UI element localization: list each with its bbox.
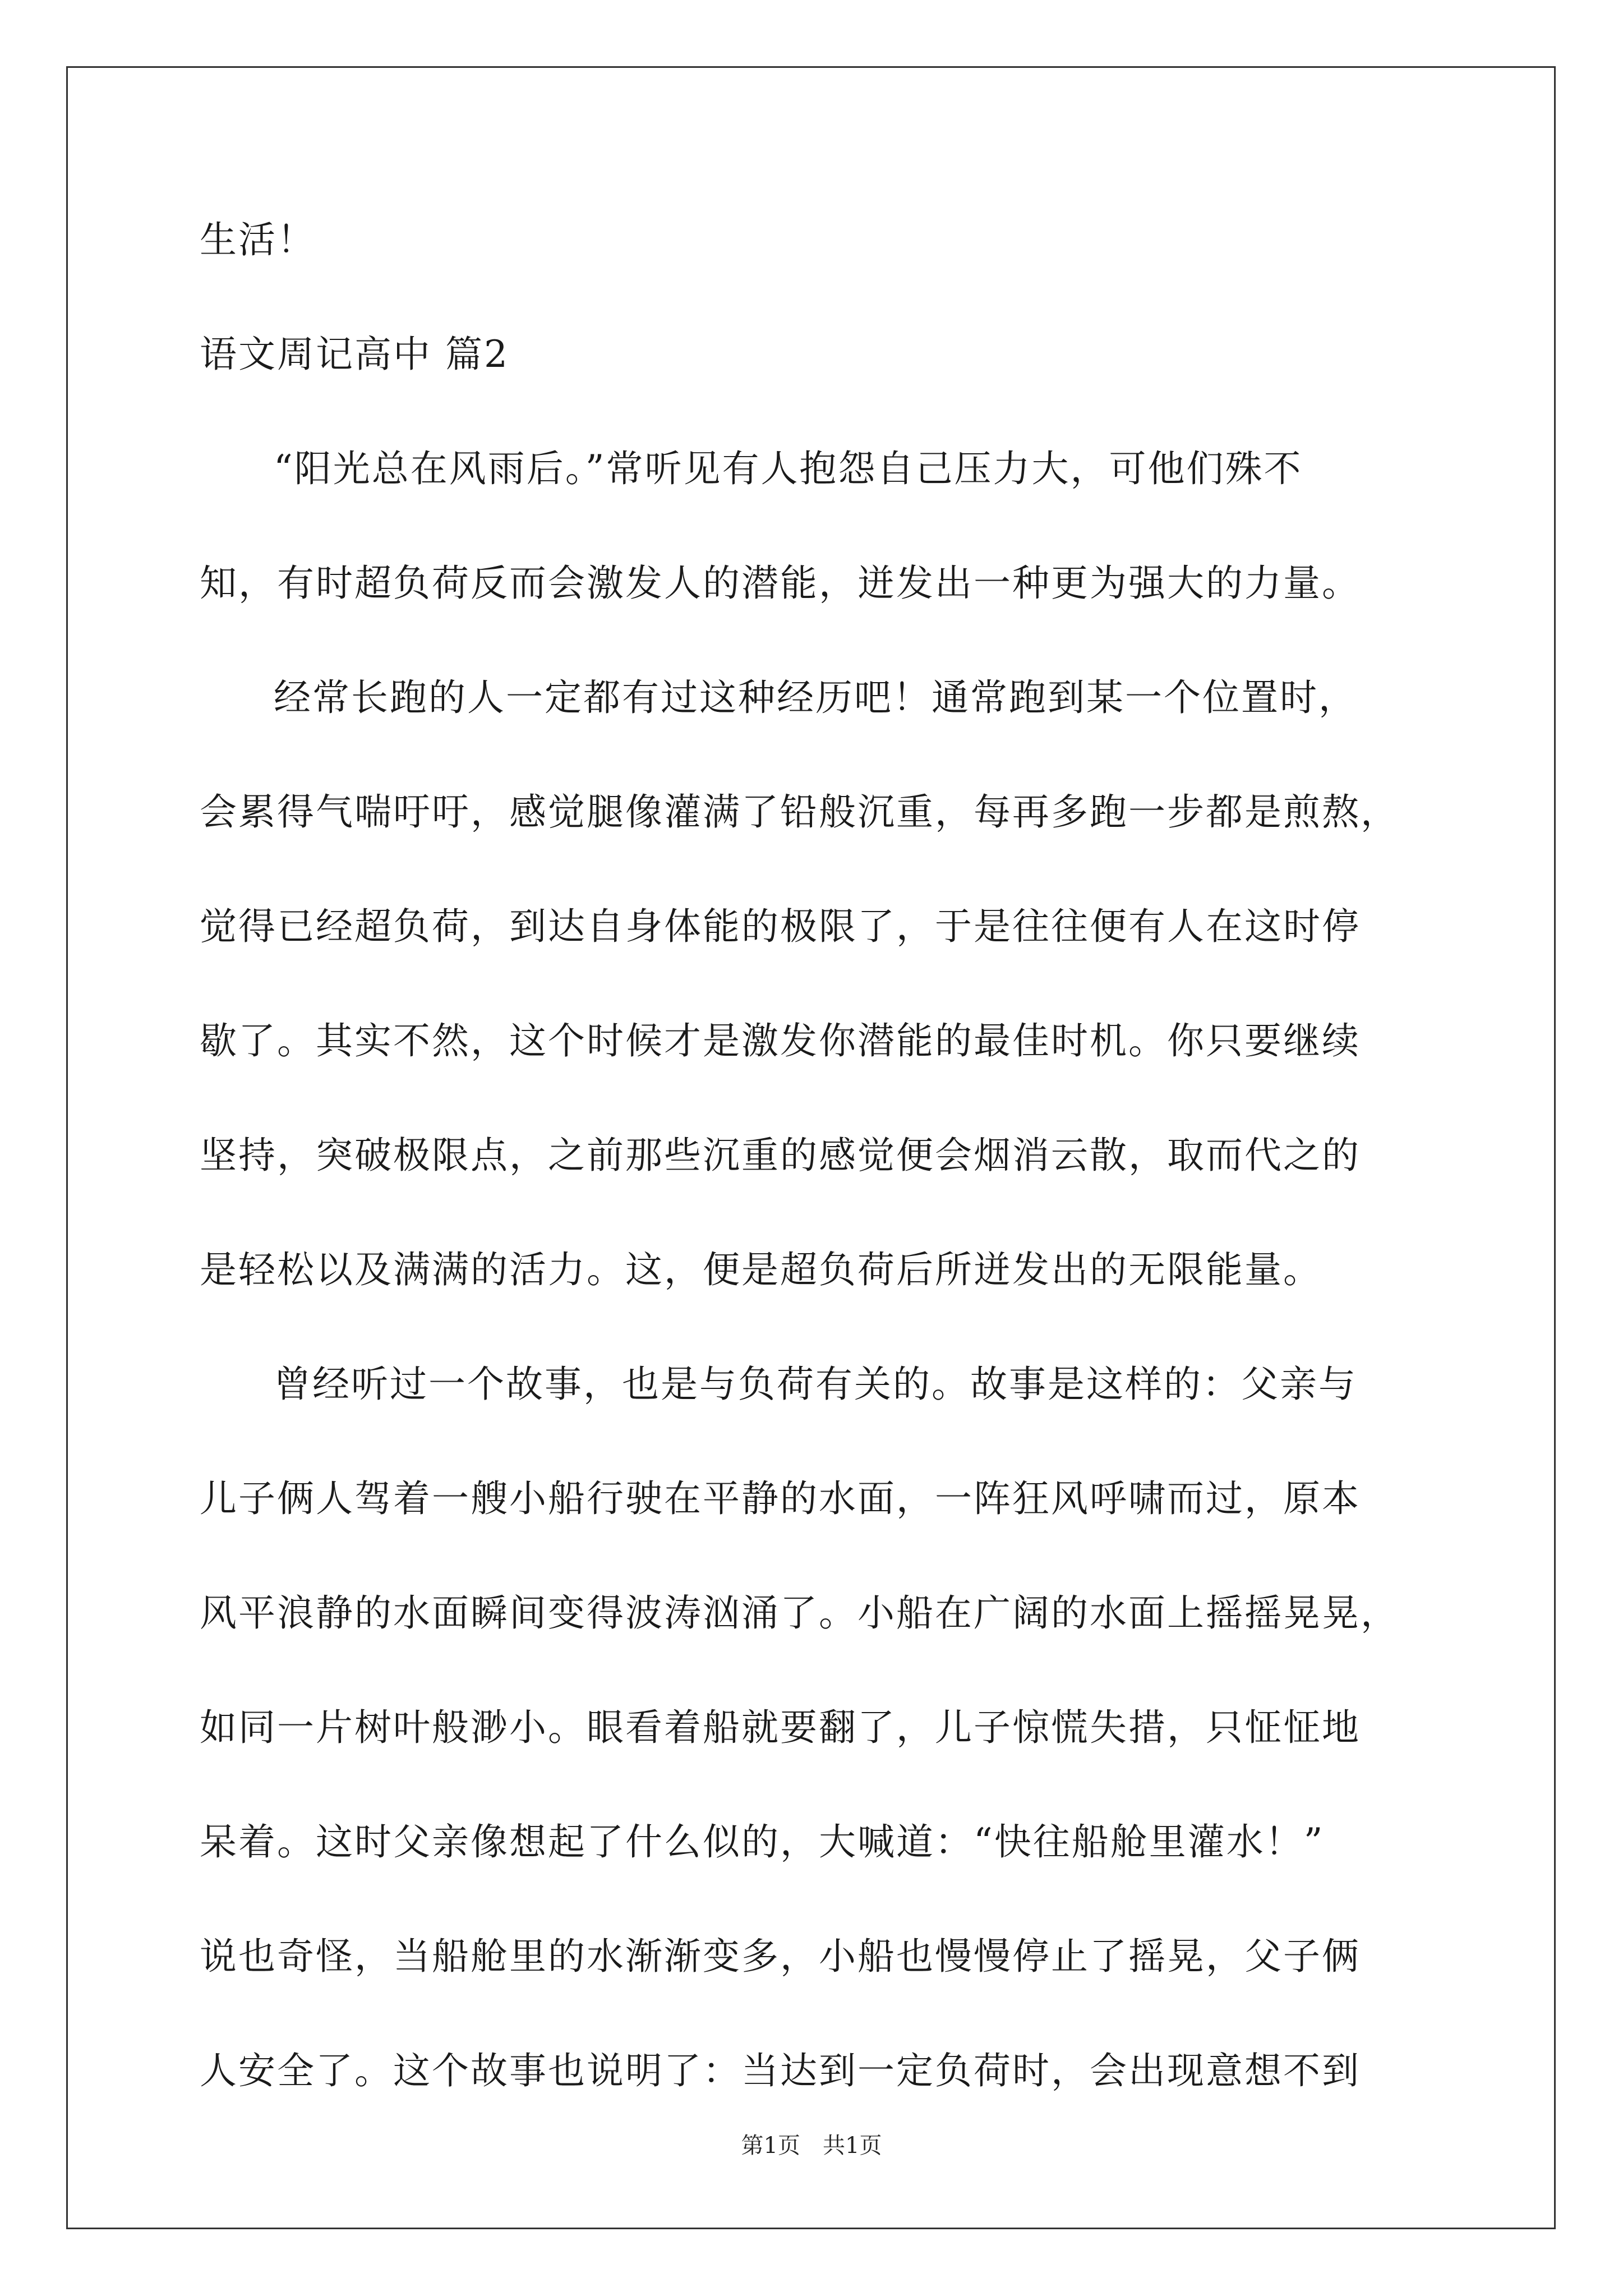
text-line-4: 知，有时超负荷反而会激发人的潜能，迸发出一种更为强大的力量。 bbox=[200, 562, 1361, 605]
text-line-1: 生活！ bbox=[200, 218, 316, 261]
page-number-footer: 第1页 共1页 bbox=[741, 2133, 882, 2159]
text-line-16: 说也奇怪，当船舱里的水渐渐变多，小船也慢慢停止了摇晃，父子俩 bbox=[200, 1935, 1361, 1978]
text-line-9: 坚持，突破极限点，之前那些沉重的感觉便会烟消云散，取而代之的 bbox=[200, 1134, 1361, 1177]
text-line-13: 风平浪静的水面瞬间变得波涛汹涌了。小船在广阔的水面上摇摇晃晃， bbox=[200, 1591, 1399, 1635]
section-heading: 语文周记高中 篇2 bbox=[200, 333, 509, 376]
text-line-17: 人安全了。这个故事也说明了：当达到一定负荷时，会出现意想不到 bbox=[200, 2049, 1361, 2092]
text-line-14: 如同一片树叶般渺小。眼看着船就要翻了，儿子惊慌失措，只怔怔地 bbox=[200, 1706, 1361, 1749]
text-line-12: 儿子俩人驾着一艘小船行驶在平静的水面，一阵狂风呼啸而过，原本 bbox=[200, 1477, 1361, 1520]
document-body bbox=[200, 218, 1450, 2092]
text-line-5: 经常长跑的人一定都有过这种经历吧！通常跑到某一个位置时， bbox=[274, 676, 1357, 719]
text-line-10: 是轻松以及满满的活力。这，便是超负荷后所迸发出的无限能量。 bbox=[200, 1248, 1322, 1291]
text-line-15: 呆着。这时父亲像想起了什么似的，大喊道：“快往船舱里灌水！” bbox=[200, 1820, 1325, 1864]
text-line-7: 觉得已经超负荷，到达自身体能的极限了，于是往往便有人在这时停 bbox=[200, 905, 1361, 948]
text-line-8: 歇了。其实不然，这个时候才是激发你潜能的最佳时机。你只要继续 bbox=[200, 1019, 1361, 1062]
text-line-6: 会累得气喘吁吁，感觉腿像灌满了铅般沉重，每再多跑一步都是煎熬， bbox=[200, 790, 1399, 834]
text-line-3: “阳光总在风雨后。”常听见有人抱怨自己压力大，可他们殊不 bbox=[274, 447, 1303, 490]
text-line-11: 曾经听过一个故事，也是与负荷有关的。故事是这样的：父亲与 bbox=[274, 1363, 1357, 1406]
